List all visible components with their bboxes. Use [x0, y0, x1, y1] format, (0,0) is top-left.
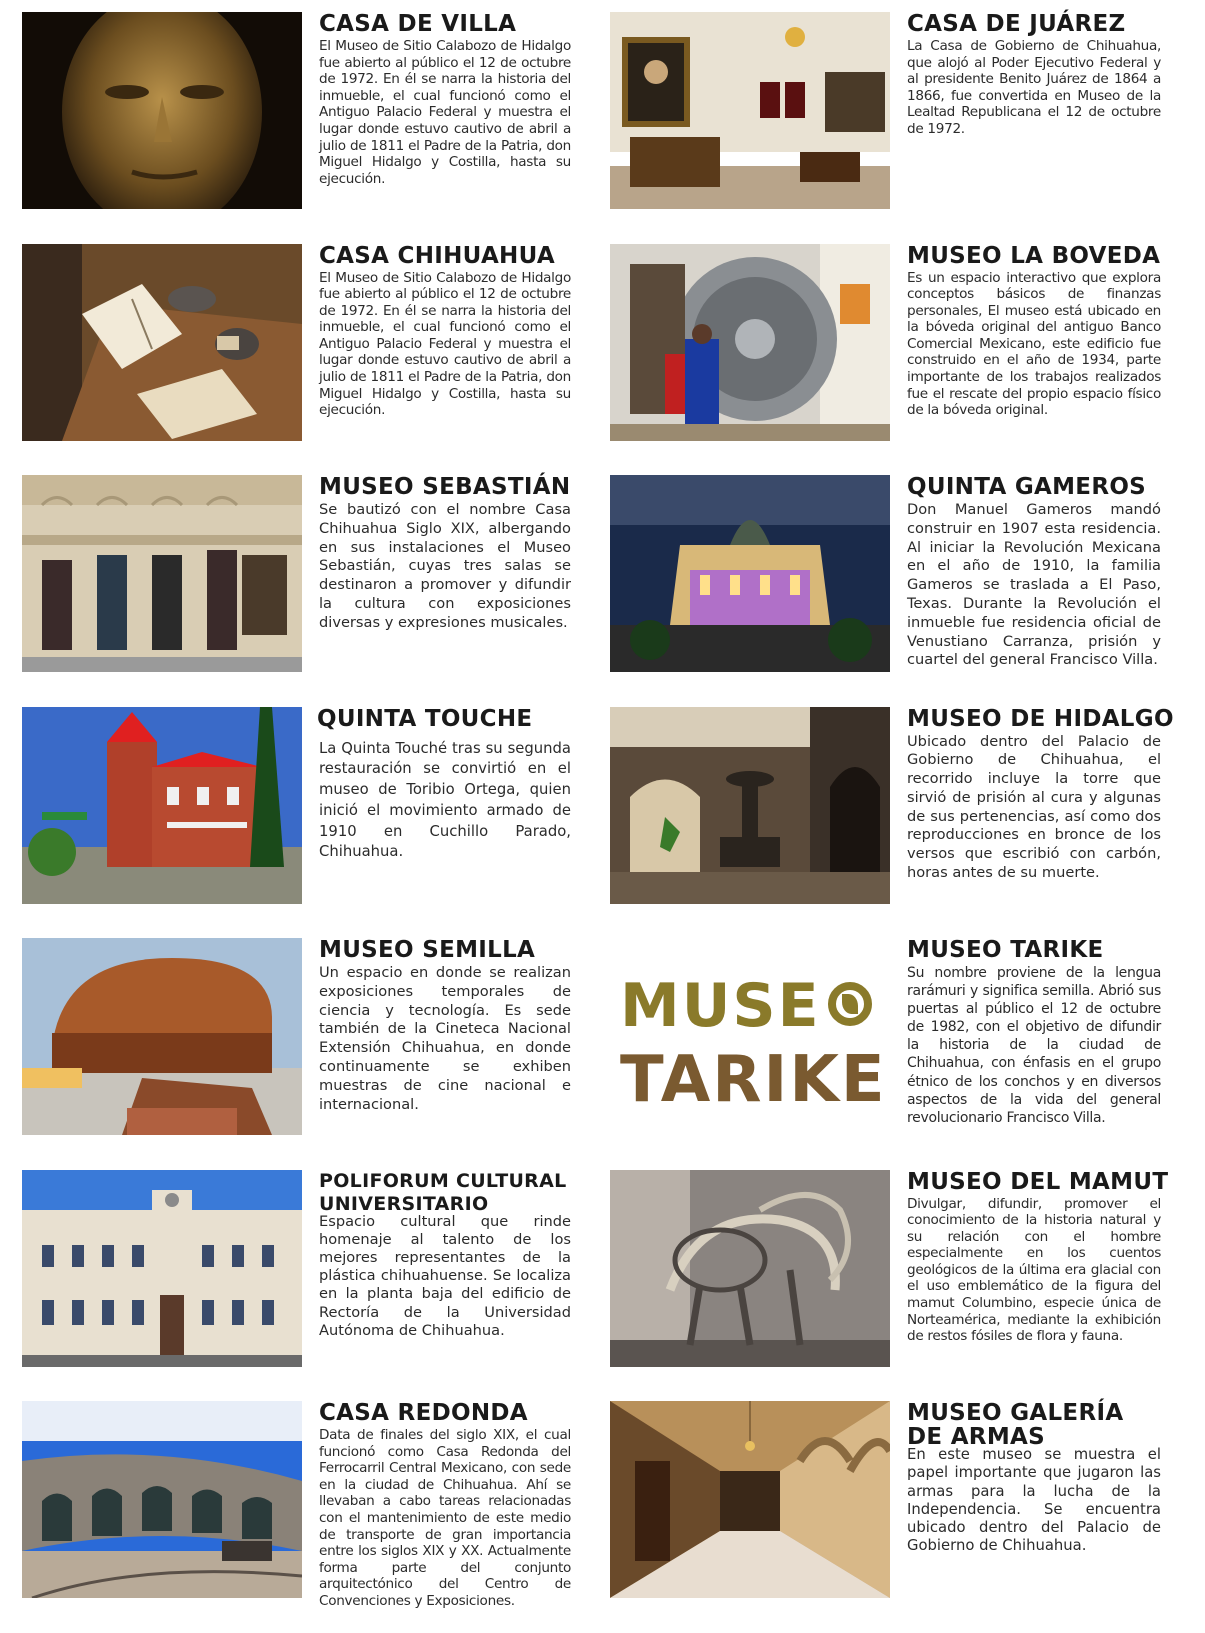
museum-description: Don Manuel Gameros mandó construir en 1907 esta residencia. Al iniciar la Revolución Mexicana en el año de 1910, la familia Gameros se traslada a El Paso, Texas. Durante la Revolución el inmueble fue residencia oficial de Venustiano Carranza, prisión y cuartel del general Francisco Villa.: [907, 501, 1161, 669]
museum-description: La Quinta Touché tras su segunda restauración se convirtió en el museo de Toribio Ortega, quien inició el movimiento armado de 1910 en Cuchillo Parado, Chihuahua.: [319, 739, 571, 861]
museum-title: CASA DE VILLA: [319, 11, 517, 37]
mammoth-skeleton-photo: [610, 1170, 890, 1367]
museum-title: MUSEO DE HIDALGO: [907, 705, 1174, 732]
museum-description: Se bautizó con el nombre Casa Chihuahua Siglo XIX, albergando en sus instalaciones el Museo Sebastián, cuyas tres salas se destinaron a promover y difundir la cultura con exposiciones diversas y expresiones musicales.: [319, 501, 571, 631]
museum-title: CASA CHIHUAHUA: [319, 242, 555, 269]
museum-row: [22, 12, 1192, 244]
railway-roundhouse-photo: [22, 1401, 302, 1598]
museum-row: [22, 938, 1192, 1170]
museum-row: [22, 1401, 1192, 1633]
museum-description: El Museo de Sitio Calabozo de Hidalgo fue abierto al público el 12 de octubre de 1972. En él se narra la historia del inmueble, el cual funcionó como el Antiguo Palacio Federal y muestra el lugar donde estuvo cautivo de abril a julio de 1811 el Padre de la Patria, don Miguel Hidalgo y Costilla, hasta su ejecución.: [319, 269, 571, 419]
museum-title: CASA DE JUÁREZ: [907, 11, 1126, 37]
museum-description: La Casa de Gobierno de Chihuahua, que alojó al Poder Ejecutivo Federal y al presidente Benito Juárez de 1864 a 1866, fue convertida en Museo de la Lealtad Republicana el 12 de octubre de 1972.: [907, 38, 1161, 137]
museum-title: MUSEO DEL MAMUT: [907, 1168, 1169, 1195]
museum-description: Un espacio en donde se realizan exposiciones temporales de ciencia y tecnología. Es sede también de la Cineteca Nacional Extensión Chihuahua, en donde continuamente se exhiben muestras de cine nacional e internacional.: [319, 964, 571, 1113]
copper-building-photo: [22, 938, 302, 1135]
university-building-photo: [22, 1170, 302, 1367]
museum-title: POLIFORUM CULTURAL UNIVERSITARIO: [319, 1169, 567, 1215]
museum-title: MUSEO SEMILLA: [319, 937, 536, 963]
museum-description: Es un espacio interactivo que explora conceptos básicos de finanzas personales, El museo está ubicado en la bóveda original del antiguo Banco Comercial Mexicano, este edificio fue construido en el año de 1934, parte importante de los trabajos realizados fue el rescate del propio espacio físico de la bóveda original.: [907, 269, 1161, 419]
museum-title: MUSEO GALERÍA DE ARMAS: [907, 1400, 1124, 1450]
museum-title: QUINTA GAMEROS: [907, 474, 1147, 500]
museum-title: CASA REDONDA: [319, 1400, 528, 1426]
logo-tarike-word: TARIKE: [620, 1043, 887, 1117]
courtyard-fountain-photo: [610, 707, 890, 904]
museum-title: QUINTA TOUCHE: [317, 705, 533, 732]
museum-description: Su nombre proviene de la lengua rarámuri y significa semilla. Abrió sus puertas al público el 12 de octubre de 1982, con el objetivo de difundir la historia de la ciudad de Chihuahua, con énfasis en el grupo étnico de los conchos y en diversos aspectos de la vida del general revolucionario Francisco Villa.: [907, 965, 1161, 1126]
period-room-photo: [610, 12, 890, 209]
arched-corridor-photo: [610, 1401, 890, 1598]
museo-tarike-logo: [610, 938, 890, 1135]
museum-description: Divulgar, difundir, promover el conocimiento de la historia natural y su relación con el hombre especialmente en los cuentos geológicos de la última era glacial con el uso emblemático de la figura del mamut Columbino, especie única de Norteamérica, mediante la exhibición de restos fósiles de flora y fauna.: [907, 1195, 1161, 1345]
red-brick-house-photo: [22, 707, 302, 904]
mansion-night-photo: [610, 475, 890, 672]
museum-description: En este museo se muestra el papel importante que jugaron las armas para la lucha de la Independencia. Se encuentra ubicado dentro del Palacio de Gobierno de Chihuahua.: [907, 1446, 1161, 1555]
logo-museo-word: MUSE: [620, 971, 821, 1041]
museum-row: [22, 707, 1192, 939]
museum-description: El Museo de Sitio Calabozo de Hidalgo fue abierto al público el 12 de octubre de 1972. En él se narra la historia del inmueble, el cual funcionó como el Antiguo Palacio Federal y muestra el lugar donde estuvo cautivo de abril a julio de 1811 el Padre de la Patria, don Miguel Hidalgo y Costilla, hasta su ejecución.: [319, 38, 571, 187]
museum-title: MUSEO TARIKE: [907, 937, 1104, 963]
bank-vault-photo: [610, 244, 890, 441]
book-table-photo: [22, 244, 302, 441]
museum-row: [22, 244, 1192, 476]
museum-description: Data de finales del siglo XIX, el cual funcionó como Casa Redonda del Ferrocarril Central Mexicano, con sede en la ciudad de Chihuahua. Ahí se llevaban a cabo tareas relacionadas con el mantenimiento de este medio de transporte de gran importancia entre los siglos XIX y XX. Actualmente forma parte del conjunto arquitectónico del Centro de Convenciones y Exposiciones.: [319, 1427, 571, 1609]
museum-description: Ubicado dentro del Palacio de Gobierno de Chihuahua, el recorrido incluye la torre que sirvió de prisión al cura y algunas de sus pertenencias, así como dos reproducciones en bronce de los versos que escribió con carbón, horas antes de su muerte.: [907, 732, 1161, 882]
bronze-mask-photo: [22, 12, 302, 209]
museum-row: [22, 475, 1192, 707]
museum-grid: [22, 12, 1192, 1633]
museum-title: MUSEO LA BOVEDA: [907, 242, 1161, 269]
museum-row: [22, 1170, 1192, 1402]
museum-description: Espacio cultural que rinde homenaje al talento de los mejores representantes de la plástica chihuahuense. Se localiza en la planta baja del edificio de Rectoría de la Universidad Autónoma de Chihuahua.: [319, 1212, 571, 1339]
stone-facade-photo: [22, 475, 302, 672]
museum-title: MUSEO SEBASTIÁN: [319, 474, 571, 500]
